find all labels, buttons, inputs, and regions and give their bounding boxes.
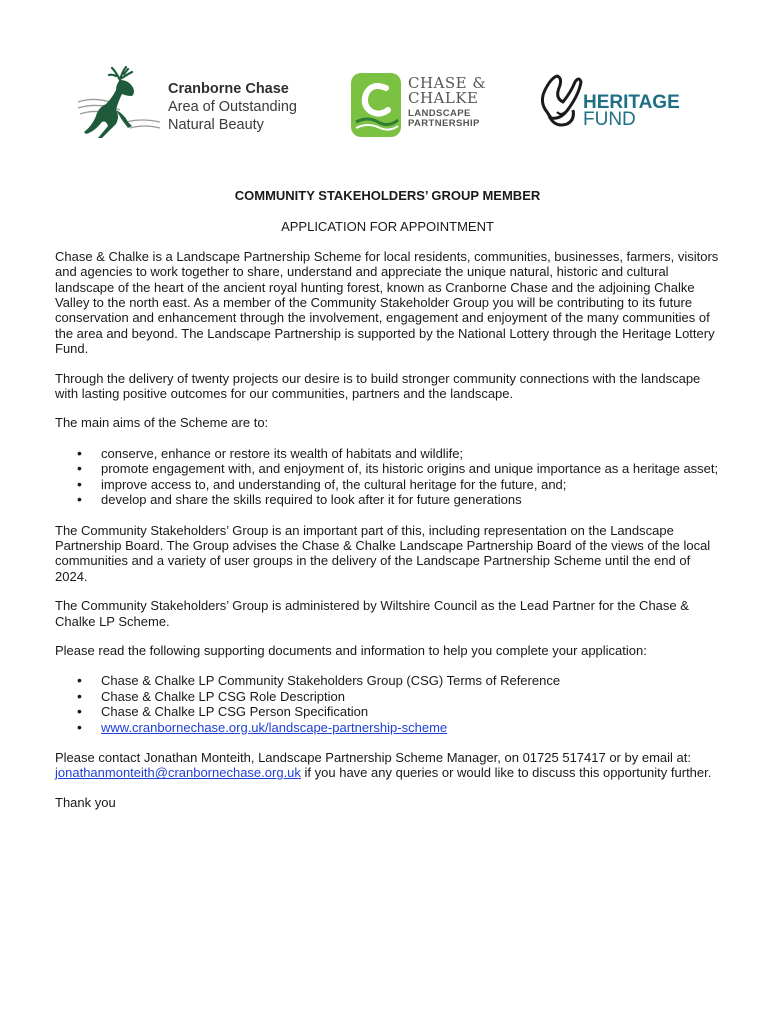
contact-paragraph [55,750,720,781]
crossed-fingers-icon [535,72,585,134]
list-item: • Chase & Chalke LP Community Stakeholders Group (CSG) Terms of Reference [101,673,720,688]
list-item: • improve access to, and understanding of, the cultural heritage for the future, and; [101,477,720,492]
group-role-paragraph: The Community Stakeholders’ Group is an important part of this, including representation on the Landscape Partnership Board. The Group advises the Chase & Chalke Landscape Partnership Board of the views of the local communities and a variety of user groups in the delivery of the Landscape Partnership Scheme until the end of 2024. [55,522,711,584]
administration-paragraph: The Community Stakeholders’ Group is administered by Wiltshire Council as the Lead Partner for the Chase & Chalke LP Scheme. [55,598,689,629]
list-item: • conserve, enhance or restore its wealth of habitats and wildlife; [101,446,720,461]
document-body [55,188,720,810]
aims-heading: The main aims of the Scheme are to: [55,415,269,431]
contact-email-link[interactable]: jonathanmonteith@cranbornechase.org.uk [55,765,301,781]
document-title: COMMUNITY STAKEHOLDERS’ GROUP MEMBER [234,188,541,203]
contact-text-after: if you have any queries or would like to discuss this opportunity further. [300,765,712,781]
cranborne-chase-logo [76,66,316,146]
chase-chalke-wordmark [408,76,486,129]
list-item: • Chase & Chalke LP CSG Role Description [101,689,720,704]
aims-list [55,446,720,508]
list-item: • Chase & Chalke LP CSG Person Specification [101,704,720,719]
document-subtitle: APPLICATION FOR APPOINTMENT [281,219,494,235]
supporting-docs-heading: Please read the following supporting documents and information to help you complete your application: [55,642,647,658]
cranborne-logo-line2: Area of Outstanding [168,99,297,115]
cranborne-chase-wordmark [168,80,297,134]
chase-chalke-logo-line3: LANDSCAPE [408,108,471,119]
list-item: • develop and share the skills required to look after it for future generations [101,492,720,507]
supporting-docs-list [55,673,720,735]
deer-icon [76,66,162,144]
heritage-fund-logo-line2: FUND [583,109,636,130]
heritage-fund-logo [535,72,695,142]
chase-chalke-logo-line1: CHASE & [408,74,487,92]
intro-paragraph: Chase & Chalke is a Landscape Partnership Scheme for local residents, communities, businesses, farmers, visitors and agencies to work together to share, understand and appreciate the unique natural, historic and cultural landscape of the heart of the ancient royal hunting forest, known as Cranborne Chase and the adjoining Chalke Valley to the north east. As a member of the Community Stakeholder Group you will be contributing to its future conservation and enhancement through the involvement, engagement and enjoyment of the many communities of the area and beyond. The Landscape Partnership is supported by the National Lottery through the Heritage Lottery Fund. [55,248,719,357]
closing-thanks: Thank you [55,794,116,810]
heritage-fund-wordmark [583,94,680,128]
contact-text-before: Please contact Jonathan Monteith, Landscape Partnership Scheme Manager, on 01725 517417 or by email at: [55,749,691,765]
chase-chalke-logo-line4: PARTNERSHIP [408,118,480,129]
logo-bar [0,66,770,146]
chase-chalke-logo-line2: CHALKE [408,89,479,107]
scheme-website-link[interactable]: www.cranbornechase.org.uk/landscape-partnership-scheme [101,719,448,735]
list-item-link [101,720,720,735]
landscape-badge-icon [350,72,404,138]
projects-paragraph: Through the delivery of twenty projects our desire is to build stronger community connections with the landscape with lasting positive outcomes for our communities, partners and the landscape. [55,370,701,402]
cranborne-logo-line3: Natural Beauty [168,117,264,133]
cranborne-logo-line1: Cranborne Chase [168,81,289,97]
list-item: • promote engagement with, and enjoyment of, its historic origins and unique importance as a heritage asset; [101,461,720,476]
chase-chalke-logo [350,72,500,142]
heritage-fund-logo-line1: HERITAGE [583,92,680,113]
